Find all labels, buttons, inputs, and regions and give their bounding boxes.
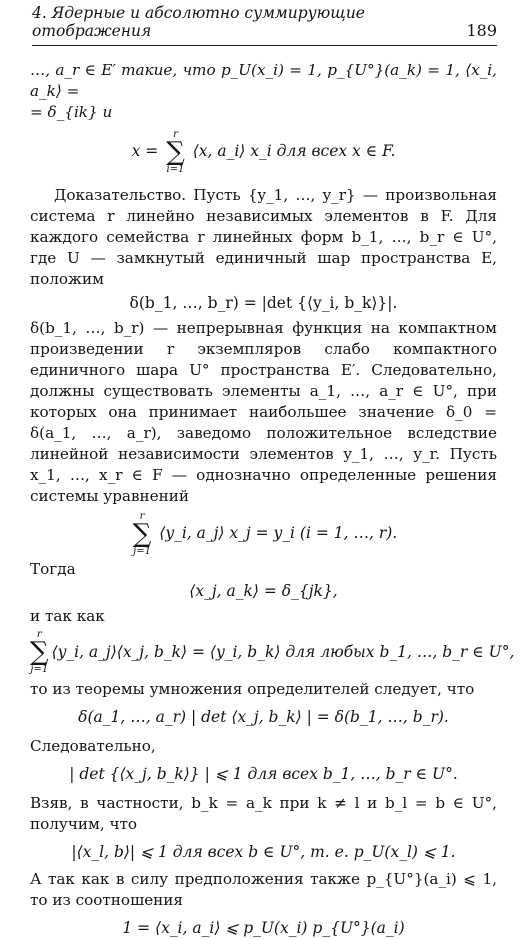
formula-product xyxy=(30,629,515,675)
paragraph-assumption: А так как в силу предположения также p_{U°}(a_i) ⩽ 1, то из соотношения xyxy=(30,870,497,909)
summation-sign: r ∑ j=1 xyxy=(132,511,152,557)
formula-expansion xyxy=(30,129,497,175)
sum-lower-limit: j=1 xyxy=(30,664,49,675)
summation-sign: r ∑ i=1 xyxy=(166,129,185,175)
phrase-i-tak-kak: и так как xyxy=(30,607,105,625)
line-continuation: …, a_r ∈ E′ такие, что p_U(x_i) = 1, p_{U°}(a_k) = 1, ⟨x_i, a_k⟩ = xyxy=(30,61,497,100)
formula-expansion-rhs: ⟨x, a_i⟩ x_i для всех x ∈ F. xyxy=(192,142,396,160)
word-togda: Тогда xyxy=(30,560,76,578)
page-number: 189 xyxy=(466,21,497,40)
formula-system xyxy=(30,511,497,557)
running-header xyxy=(32,0,497,46)
formula-norm-bound: |⟨x_l, b⟩| ⩽ 1 для всех b ∈ U°, т. е. p_U(x_l) ⩽ 1. xyxy=(71,843,456,861)
formula-delta-definition: δ(b_1, …, b_r) = |det {⟨y_i, b_k⟩}|. xyxy=(129,294,398,312)
summation-sign: r ∑ j=1 xyxy=(30,629,49,675)
formula-expansion-lhs: x = xyxy=(131,142,159,160)
formula-determinant-bound: | det {⟨x_j, b_k⟩} | ⩽ 1 для всех b_1, …, b_r ∈ U°. xyxy=(69,765,458,783)
proof-paragraph: Доказательство. Пусть {y_1, …, y_r} — произвольная система r линейно независимых элементов в F. Для каждого семейства r линейных форм b_1, …, b_r ∈ U°, где U — замкнутый единичный шар пространства E, положим xyxy=(30,186,497,288)
header-title: 4. Ядерные и абсолютно суммирующие отображения xyxy=(32,4,365,40)
line-delta-condition: = δ_{ik} и xyxy=(30,103,113,121)
paragraph-determinant-theorem: то из теоремы умножения определителей следует, что xyxy=(30,680,475,698)
paragraph-continuity: δ(b_1, …, b_r) — непрерывная функция на компактном произведении r экземпляров слабо компактного единичного шара U° пространства E′. Следовательно, должны существовать элементы a_1, …, a_r ∈ U°, при которых она принимает наибольшее значение δ_0 = δ(a_1, …, a_r), заведомо положительное вследствие линейной независимости элементов y_1, …, y_r. Пусть x_1, …, x_r ∈ F — однозначно определенные решения системы уравнений xyxy=(30,319,497,505)
formula-product-rhs: ⟨y_i, a_j⟩⟨x_j, b_k⟩ = ⟨y_i, b_k⟩ для любых b_1, …, b_r ∈ U°, xyxy=(51,643,515,661)
formula-system-rhs: ⟨y_i, a_j⟩ x_j = y_i (i = 1, …, r). xyxy=(159,524,398,542)
paragraph-special-case: Взяв, в частности, b_k = a_k при k ≠ l и b_l = b ∈ U°, получим, что xyxy=(30,794,497,833)
formula-kronecker: ⟨x_j, a_k⟩ = δ_{jk}, xyxy=(189,582,338,600)
formula-final-relation: 1 = ⟨x_i, a_i⟩ ⩽ p_U(x_i) p_{U°}(a_i) xyxy=(122,919,405,937)
sum-upper-limit: r xyxy=(173,129,178,140)
word-sledovatelno: Следовательно, xyxy=(30,737,156,755)
formula-determinant-product: δ(a_1, …, a_r) | det ⟨x_j, b_k⟩ | = δ(b_1, …, b_r). xyxy=(78,708,449,726)
sum-lower-limit: i=1 xyxy=(166,164,185,175)
sum-upper-limit: r xyxy=(139,511,145,522)
sum-upper-limit: r xyxy=(36,629,42,640)
sum-lower-limit: j=1 xyxy=(133,546,151,557)
